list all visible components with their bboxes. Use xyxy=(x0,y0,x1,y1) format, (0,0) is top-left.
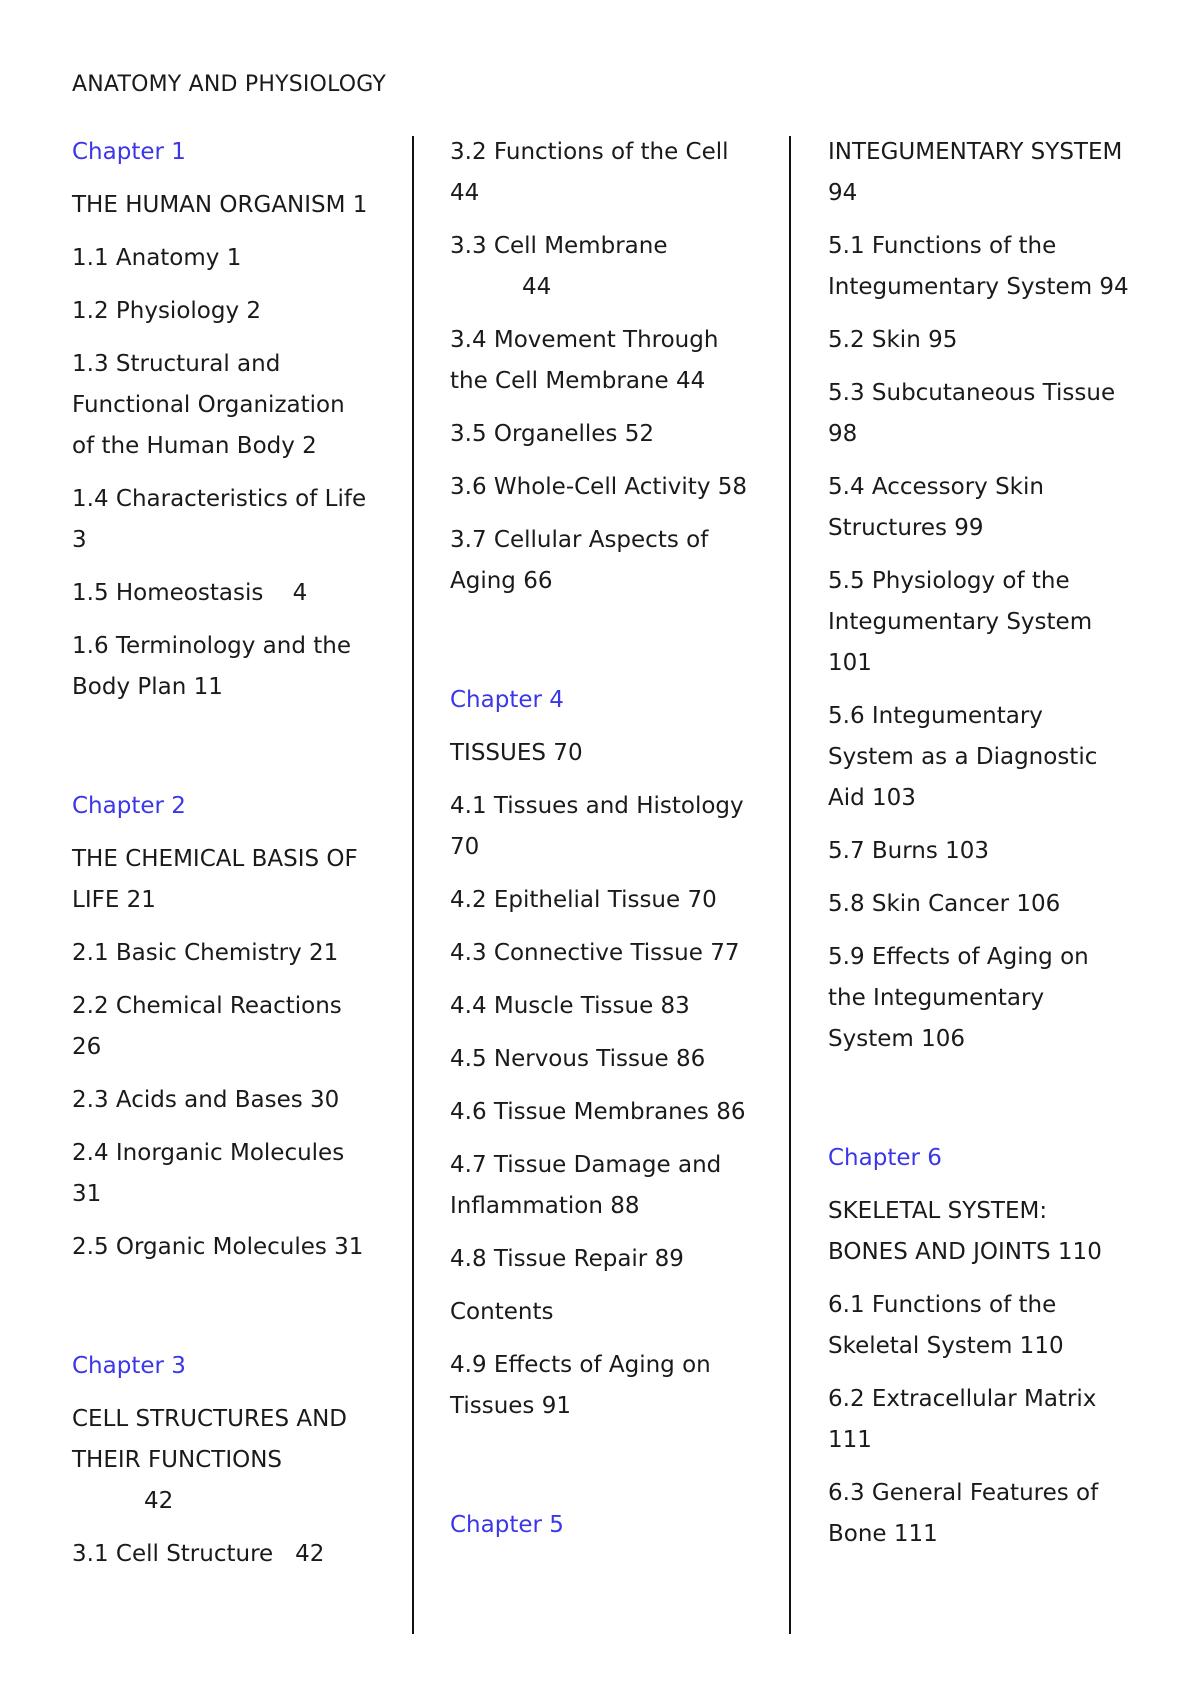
toc-entry: 1.3 Structural and Functional Organization of the Human Body 2 xyxy=(72,351,345,459)
toc-entry: 5.9 Effects of Aging on the Integumentary System 106 xyxy=(828,944,1089,1052)
toc-entry: 5.4 Accessory Skin Structures 99 xyxy=(828,474,1044,541)
toc-column-1 xyxy=(72,132,382,1587)
toc-entry: 4.8 Tissue Repair 89 xyxy=(450,1246,684,1272)
chapter-heading: Chapter 1 xyxy=(72,139,186,165)
toc-entry: 5.3 Subcutaneous Tissue 98 xyxy=(828,380,1116,447)
toc-entry: 4.9 Effects of Aging on Tissues 91 xyxy=(450,1352,711,1419)
toc-entry: 1.5 Homeostasis 4 xyxy=(72,580,308,606)
toc-entry: 3.7 Cellular Aspects of Aging 66 xyxy=(450,527,709,594)
toc-entry: 5.5 Physiology of the Integumentary System 101 xyxy=(828,568,1093,676)
toc-entry: 2.1 Basic Chemistry 21 xyxy=(72,940,339,966)
chapter-heading: Chapter 3 xyxy=(72,1353,186,1379)
toc-entry: 5.1 Functions of the Integumentary System 94 xyxy=(828,233,1129,300)
toc-entry: 1.2 Physiology 2 xyxy=(72,298,262,324)
chapter-heading: Chapter 2 xyxy=(72,793,186,819)
toc-entry-text: 3.3 Cell Membrane xyxy=(450,233,668,259)
toc-entry: 5.8 Skin Cancer 106 xyxy=(828,891,1061,917)
toc-entry: 3.2 Functions of the Cell 44 xyxy=(450,139,729,206)
toc-entry: 2.2 Chemical Reactions 26 xyxy=(72,993,342,1060)
chapter-title xyxy=(72,1399,362,1522)
toc-entry: 6.2 Extracellular Matrix 111 xyxy=(828,1386,1097,1453)
chapter-title: THE CHEMICAL BASIS OF LIFE 21 xyxy=(72,846,358,913)
chapter-title-page: 42 xyxy=(144,1488,174,1514)
chapter-title-text: CELL STRUCTURES AND THEIR FUNCTIONS xyxy=(72,1406,348,1473)
chapter-heading: Chapter 6 xyxy=(828,1145,942,1171)
chapter-title: SKELETAL SYSTEM: BONES AND JOINTS 110 xyxy=(828,1198,1102,1265)
toc-entry: 4.6 Tissue Membranes 86 xyxy=(450,1099,746,1125)
toc-entry: 2.3 Acids and Bases 30 xyxy=(72,1087,340,1113)
toc-entry: 3.5 Organelles 52 xyxy=(450,421,654,447)
toc-entry: 5.7 Burns 103 xyxy=(828,838,990,864)
column-divider xyxy=(412,136,414,1634)
toc-entry: 6.3 General Features of Bone 111 xyxy=(828,1480,1099,1547)
chapter-title: TISSUES 70 xyxy=(450,740,583,766)
chapter-heading: Chapter 4 xyxy=(450,687,564,713)
toc-entry: 4.2 Epithelial Tissue 70 xyxy=(450,887,717,913)
toc-entry: 1.6 Terminology and the Body Plan 11 xyxy=(72,633,351,700)
document-title: ANATOMY AND PHYSIOLOGY xyxy=(72,72,387,97)
toc-column-3 xyxy=(828,132,1158,1567)
chapter-heading: Chapter 5 xyxy=(450,1512,564,1538)
chapter-title: INTEGUMENTARY SYSTEM 94 xyxy=(828,139,1123,206)
toc-column-2 xyxy=(450,132,770,1558)
toc-entry: 3.6 Whole-Cell Activity 58 xyxy=(450,474,748,500)
toc-entry: 1.4 Characteristics of Life 3 xyxy=(72,486,367,553)
toc-entry: 4.4 Muscle Tissue 83 xyxy=(450,993,690,1019)
toc-entry: 1.1 Anatomy 1 xyxy=(72,245,242,271)
column-divider xyxy=(789,136,791,1634)
toc-entry: 2.4 Inorganic Molecules 31 xyxy=(72,1140,345,1207)
toc-entry: 4.5 Nervous Tissue 86 xyxy=(450,1046,706,1072)
toc-entry: 4.7 Tissue Damage and Inflammation 88 xyxy=(450,1152,722,1219)
toc-entry: 4.3 Connective Tissue 77 xyxy=(450,940,740,966)
chapter-title: THE HUMAN ORGANISM 1 xyxy=(72,192,368,218)
toc-entry: Contents xyxy=(450,1299,554,1325)
toc-entry xyxy=(450,226,770,308)
toc-entry: 3.1 Cell Structure 42 xyxy=(72,1541,325,1567)
toc-entry: 3.4 Movement Through the Cell Membrane 44 xyxy=(450,327,719,394)
toc-entry: 5.6 Integumentary System as a Diagnostic Aid 103 xyxy=(828,703,1098,811)
toc-entry: 2.5 Organic Molecules 31 xyxy=(72,1234,364,1260)
toc-entry-page: 44 xyxy=(522,274,552,300)
toc-entry: 5.2 Skin 95 xyxy=(828,327,958,353)
toc-entry: 4.1 Tissues and Histology 70 xyxy=(450,793,744,860)
toc-entry: 6.1 Functions of the Skeletal System 110 xyxy=(828,1292,1064,1359)
